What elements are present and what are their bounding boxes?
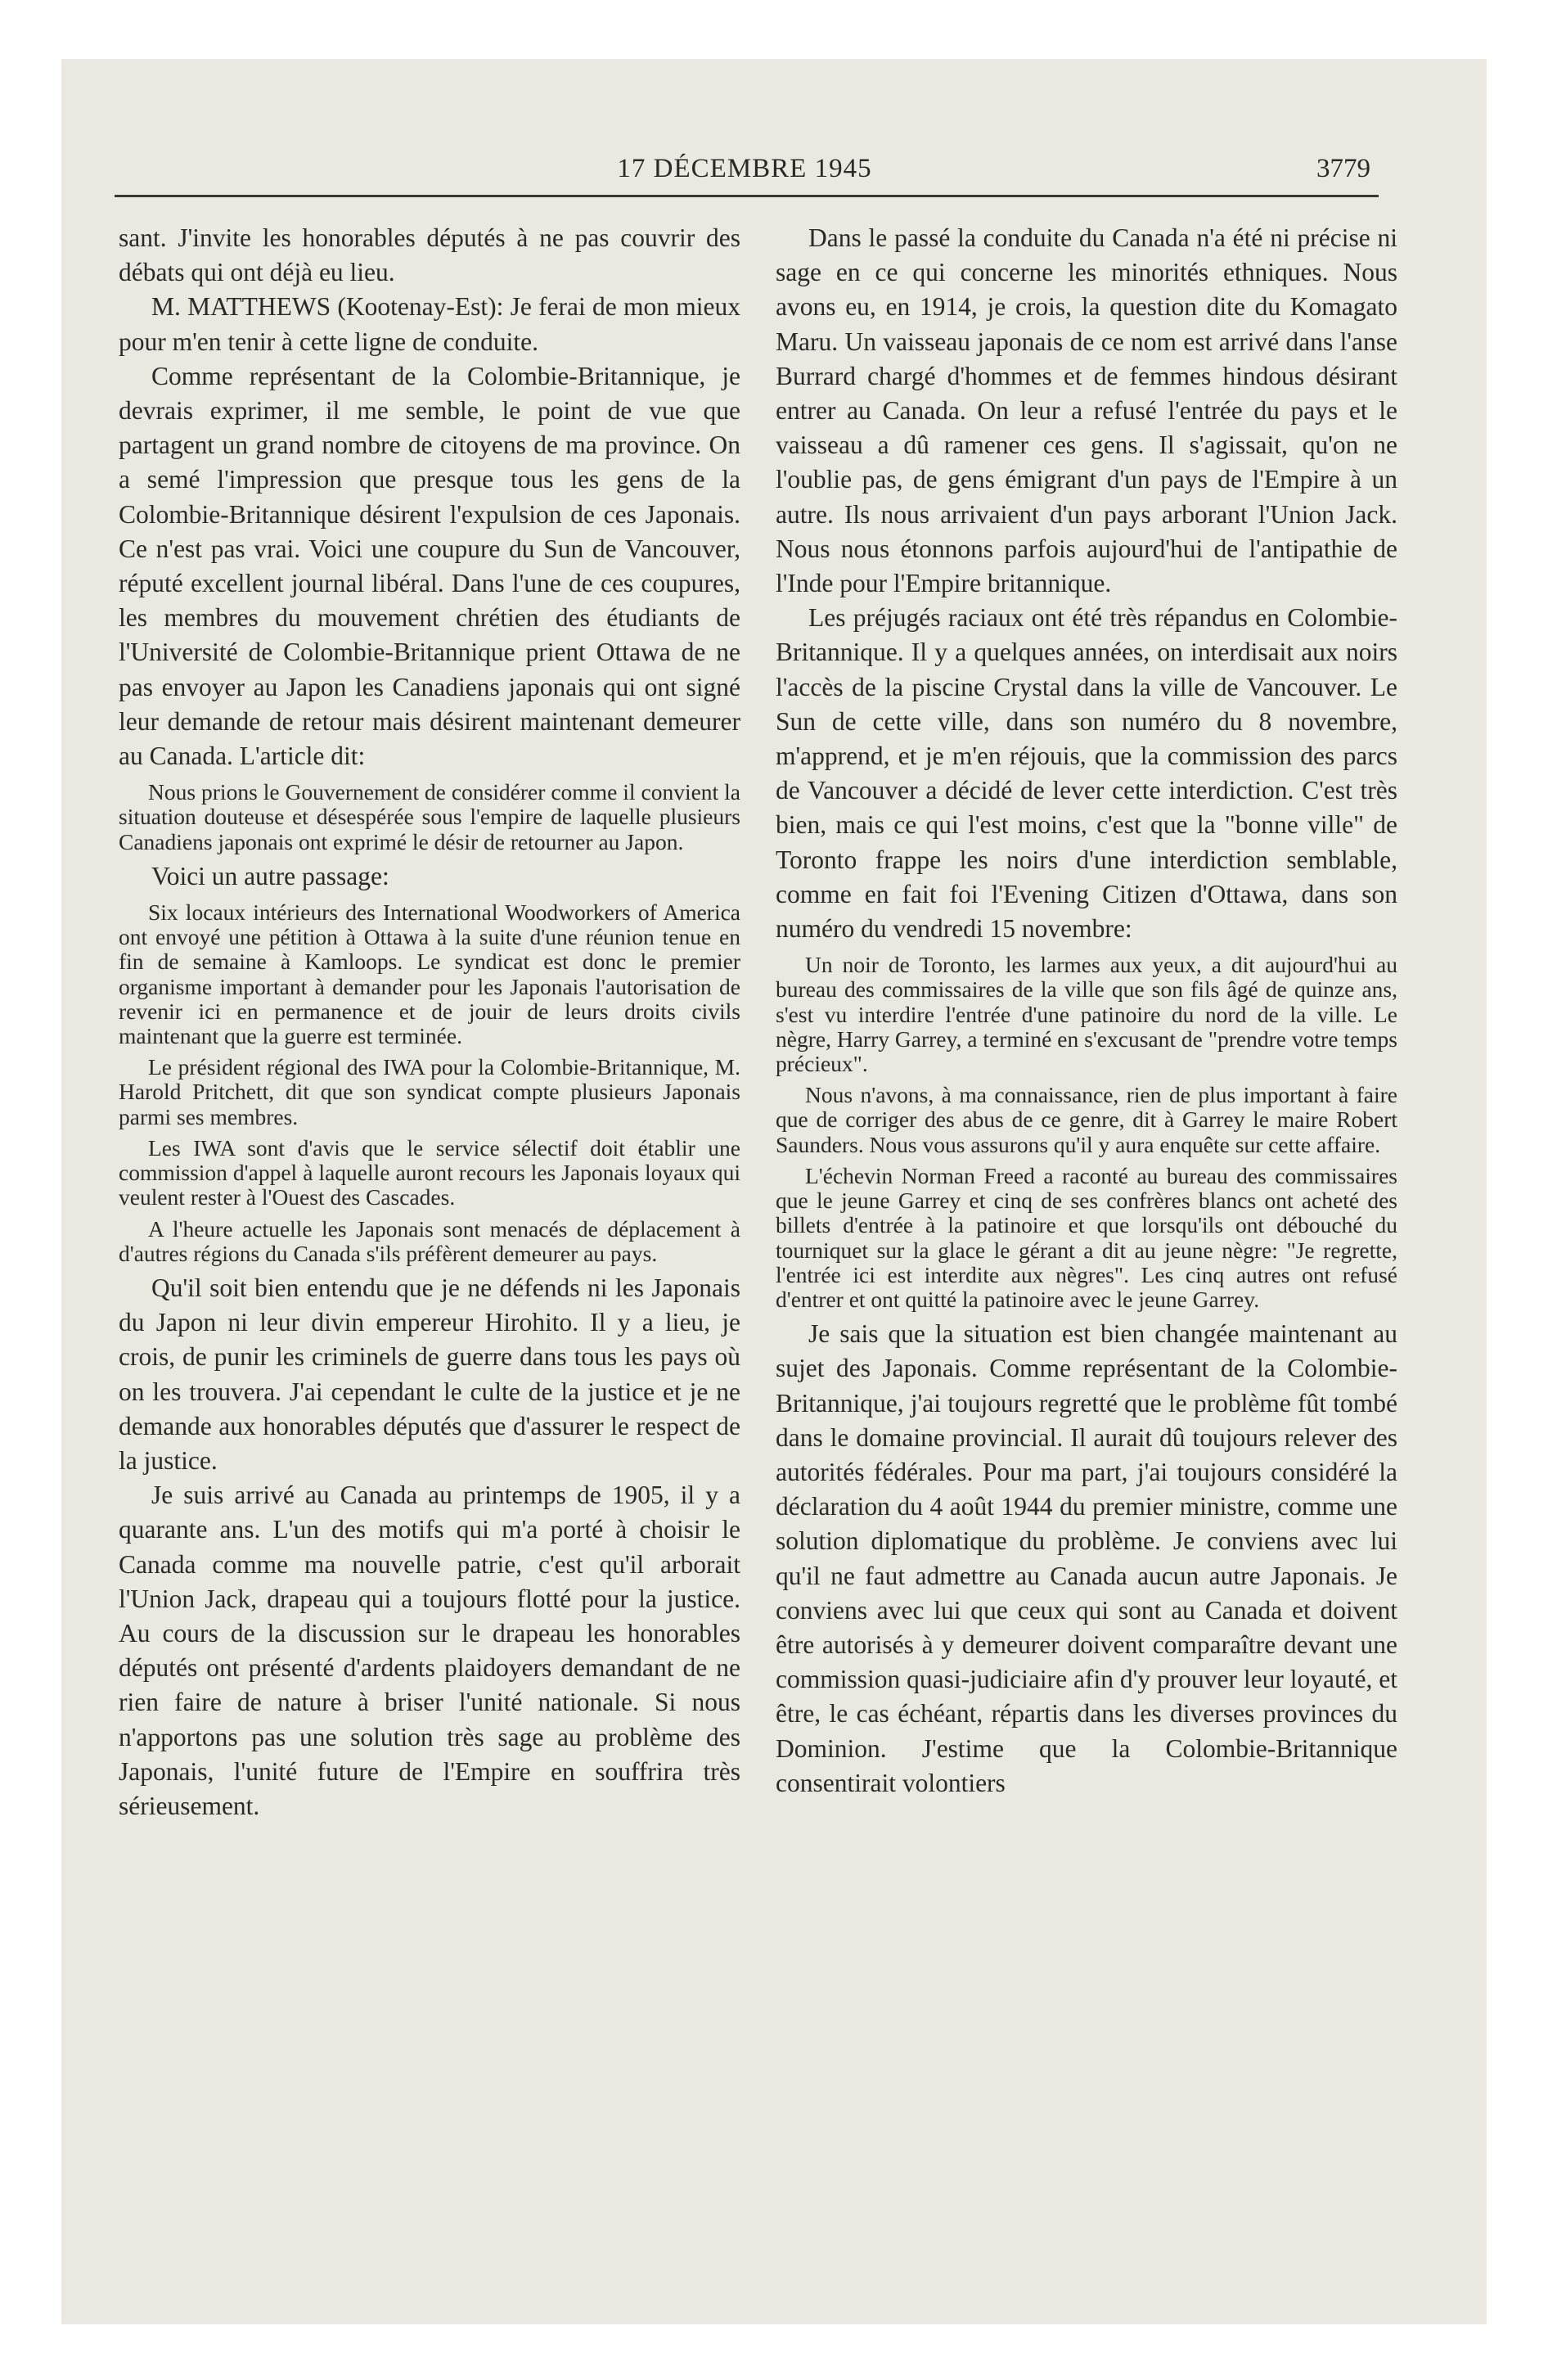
- quotation: A l'heure actuelle les Japonais sont menacés de déplacement à d'autres régions du Canada s'ils préfèrent demeurer au pays.: [119, 1215, 740, 1266]
- page-number: 3779: [1316, 154, 1370, 183]
- quotation: Les IWA sont d'avis que le service sélectif doit établir une commission d'appel à laquelle auront recours les Japonais loyaux qui veulent rester à l'Ouest des Cascades.: [119, 1134, 740, 1210]
- page-header: [119, 154, 1370, 195]
- paragraph: M. MATTHEWS (Kootenay-Est): Je ferai de mon mieux pour m'en tenir à cette ligne de conduite.: [119, 292, 740, 356]
- paragraph: Voici un autre passage:: [151, 861, 389, 890]
- quotation: L'échevin Norman Freed a raconté au bureau des commissaires que le jeune Garrey et cinq de ses confrères blancs ont acheté des billets d'entrée à la patinoire et que lorsqu'ils ont débouché du tourniquet sur la glace le gérant a dit au jeune nègre: "Je regrette, l'entrée ici est interdite aux nègres". Les cinq autres ont refusé d'entrer et ont quitté la patinoire avec le jeune Garrey.: [776, 1162, 1397, 1312]
- left-column: [119, 221, 740, 2308]
- paragraph: Qu'il soit bien entendu que je ne défends ni les Japonais du Japon ni leur divin empereur Hirohito. Il y a lieu, je crois, de punir les criminels de guerre dans tous les pays où on les trouvera. J'ai cependant le culte de la justice et je ne demande aux honorables députés que d'assurer le respect de la justice.: [119, 1273, 740, 1475]
- quotation: Le président régional des IWA pour la Colombie-Britannique, M. Harold Pritchett, dit que son syndicat compte plusieurs Japonais parmi ses membres.: [119, 1054, 740, 1129]
- right-column: [776, 221, 1397, 2308]
- quotation: Nous prions le Gouvernement de considérer comme il convient la situation douteuse et désespérée sous l'empire de laquelle plusieurs Canadiens japonais ont exprimé le désir de retourner au Japon.: [119, 779, 740, 854]
- quotation: Un noir de Toronto, les larmes aux yeux, a dit aujourd'hui au bureau des commissaires de la ville que son fils âgé de quinze ans, s'est vu interdire l'entrée d'une patinoire du nord de la ville. Le nègre, Harry Garrey, a terminé en s'excusant de "prendre votre temps précieux".: [776, 952, 1397, 1077]
- header-rule: [115, 195, 1379, 197]
- paragraph: Dans le passé la conduite du Canada n'a été ni précise ni sage en ce qui concerne les minorités ethniques. Nous avons eu, en 1914, je crois, la question dite du Komagato Maru. Un vaisseau japonais de ce nom est arrivé dans l'anse Burrard chargé d'hommes et de femmes hindous désirant entrer au Canada. On leur a refusé l'entrée du pays et le vaisseau a dû ramener ces gens. Il s'agissait, qu'on ne l'oublie pas, de gens émigrant d'un pays de l'Empire à un autre. Ils nous arrivaient d'un pays arborant l'Union Jack. Nous nous étonnons parfois aujourd'hui de l'antipathie de l'Inde pour l'Empire britannique.: [776, 223, 1397, 598]
- quotation: Six locaux intérieurs des International Woodworkers of America ont envoyé une pétition à Ottawa à la suite d'une réunion tenue en fin de semaine à Kamloops. Le syndicat est donc le premier organisme important à demander pour les Japonais l'autorisation de revenir ici en permanence et de jouir de leurs droits civils maintenant que la guerre est terminée.: [119, 899, 740, 1049]
- paragraph: Je suis arrivé au Canada au printemps de 1905, il y a quarante ans. L'un des motifs qui m'a porté à choisir le Canada comme ma nouvelle patrie, c'est qu'il arborait l'Union Jack, drapeau qui a toujours flotté pour la justice. Au cours de la discussion sur le drapeau les honorables députés ont présenté d'ardents plaidoyers demandant de ne rien faire de nature à briser l'unité nationale. Si nous n'apportons pas une solution très sage au problème des Japonais, l'unité future de l'Empire en souffrira très sérieusement.: [119, 1481, 740, 1820]
- quotation: Nous n'avons, à ma connaissance, rien de plus important à faire que de corriger des abus de ce genre, dit à Garrey le maire Robert Saunders. Nous vous assurons qu'il y aura enquête sur cette affaire.: [776, 1082, 1397, 1157]
- paragraph: Je sais que la situation est bien changée maintenant au sujet des Japonais. Comme représentant de la Colombie-Britannique, j'ai toujours regretté que le problème fût tombé dans le domaine provincial. Il aurait dû toujours relever des autorités fédérales. Pour ma part, j'ai toujours considéré la déclaration du 4 août 1944 du premier ministre, comme une solution diplomatique du problème. Je conviens avec lui qu'il ne faut admettre au Canada aucun autre Japonais. Je conviens avec lui que ceux qui sont au Canada et doivent être autorisés à y demeurer doivent comparaître devant une commission quasi-judiciaire afin d'y prouver leur loyauté, et être, le cas échéant, répartis dans les diverses provinces du Dominion. J'estime que la Colombie-Britannique consentirait volontiers: [776, 1319, 1397, 1797]
- paragraph: Les préjugés raciaux ont été très répandus en Colombie-Britannique. Il y a quelques années, on interdisait aux noirs l'accès de la piscine Crystal dans la ville de Vancouver. Le Sun de cette ville, dans son numéro du 8 novembre, m'apprend, et je m'en réjouis, que la commission des parcs de Vancouver a décidé de lever cette interdiction. C'est très bien, mais ce qui l'est moins, c'est que la "bonne ville" de Toronto frappe les noirs d'une interdiction semblable, comme en fait foi l'Evening Citizen d'Ottawa, dans son numéro du vendredi 15 novembre:: [776, 603, 1397, 944]
- paragraph: sant. J'invite les honorables députés à ne pas couvrir des débats qui ont déjà eu lieu.: [119, 223, 740, 287]
- paragraph: Comme représentant de la Colombie-Britannique, je devrais exprimer, il me semble, le point de vue que partagent un grand nombre de citoyens de ma province. On a semé l'impression que presque tous les gens de la Colombie-Britannique désirent l'expulsion de ces Japonais. Ce n'est pas vrai. Voici une coupure du Sun de Vancouver, réputé excellent journal libéral. Dans l'une de ces coupures, les membres du mouvement chrétien des étudiants de l'Université de Colombie-Britannique prient Ottawa de ne pas envoyer au Japon les Canadiens japonais qui ont signé leur demande de retour mais désirent maintenant demeurer au Canada. L'article dit:: [119, 361, 740, 771]
- page-date: 17 DÉCEMBRE 1945: [617, 154, 872, 183]
